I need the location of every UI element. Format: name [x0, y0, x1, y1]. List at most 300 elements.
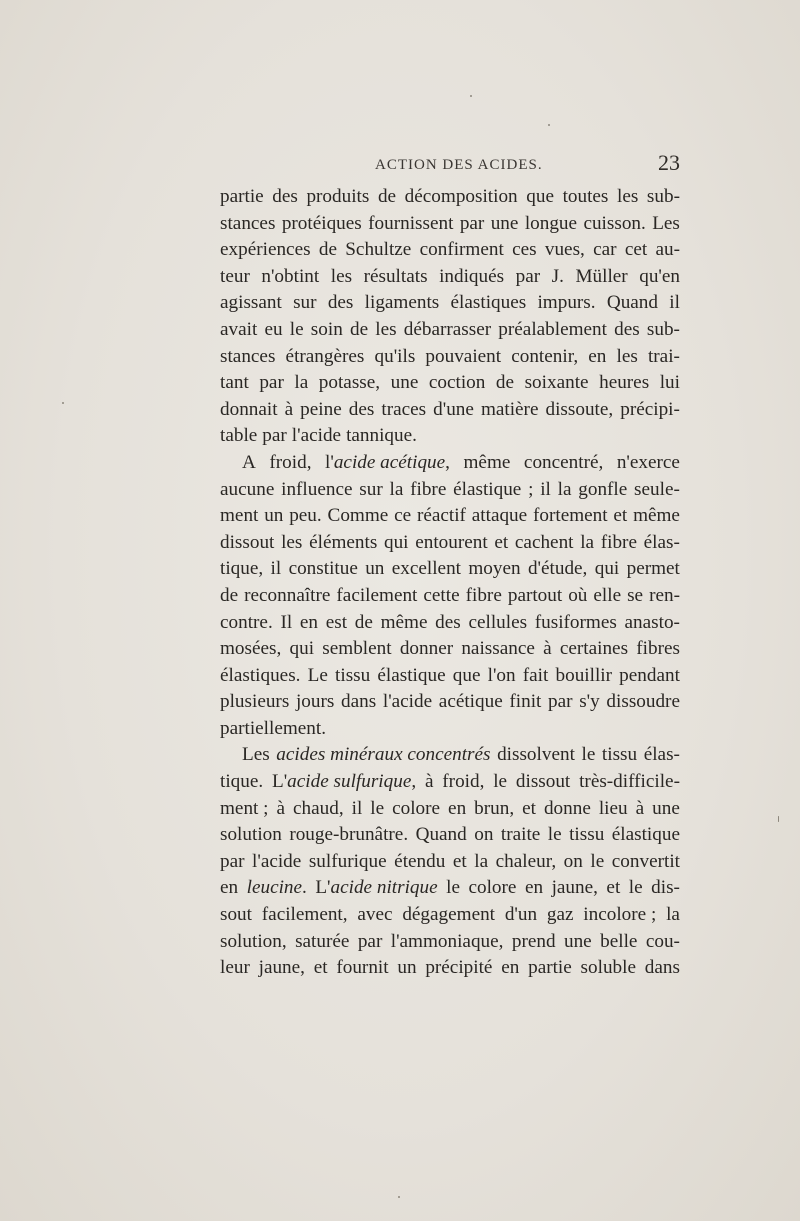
word-part: expériences — [220, 239, 311, 261]
word — [625, 237, 647, 264]
word — [220, 929, 287, 956]
word-part: soixante — [524, 372, 589, 394]
word-part: avec — [357, 904, 393, 926]
word-part: étendu — [394, 850, 446, 872]
word — [525, 875, 543, 902]
word — [420, 237, 504, 264]
word-part: débarrasser — [403, 318, 492, 340]
word-part: élastique — [453, 478, 522, 500]
word — [220, 822, 282, 849]
word-part: partie — [220, 186, 264, 207]
word-part: naissance — [461, 638, 535, 660]
text-line — [220, 769, 680, 796]
word — [365, 556, 384, 583]
word — [220, 769, 263, 796]
word-part: indiqués — [439, 265, 505, 287]
word-part: dégagement — [402, 904, 496, 926]
page-header — [220, 150, 680, 180]
word — [468, 556, 520, 583]
word — [264, 503, 283, 530]
word-part: même — [633, 505, 680, 527]
word — [259, 955, 305, 982]
text-line — [220, 344, 680, 371]
word-part: donnait — [220, 398, 278, 420]
word-part: anasto- — [624, 611, 680, 633]
word-part: qui — [594, 558, 620, 580]
word — [453, 849, 467, 876]
word — [636, 796, 645, 823]
word-part: à — [424, 771, 434, 793]
word-part: chaleur, — [495, 850, 557, 872]
word — [392, 556, 461, 583]
word-part: . — [302, 877, 307, 899]
word-part: tique, — [220, 558, 264, 580]
word-part: tissu — [601, 744, 638, 766]
word — [345, 237, 411, 264]
word-part: matière — [480, 398, 539, 420]
word-part: l' — [325, 451, 334, 473]
word — [511, 344, 578, 371]
word-part: il — [351, 797, 363, 819]
word — [620, 397, 680, 424]
word — [272, 184, 298, 211]
word-part: même — [463, 451, 511, 473]
word — [289, 556, 358, 583]
paper-speck — [470, 95, 472, 97]
word-part: car — [593, 239, 617, 261]
word-part: un — [365, 558, 385, 580]
word-part: solution, — [220, 930, 287, 952]
word — [220, 716, 326, 743]
text-line — [220, 450, 680, 477]
word-part: dissout — [220, 531, 275, 553]
word — [220, 211, 275, 238]
word — [357, 902, 392, 929]
paper-speck — [548, 124, 550, 126]
word — [525, 211, 577, 238]
word — [524, 450, 603, 477]
word — [614, 317, 640, 344]
word-part: aucune — [220, 478, 275, 500]
word-part: des — [614, 318, 640, 340]
word-part: tant — [220, 372, 249, 394]
word-part: un — [397, 957, 417, 979]
word — [220, 264, 250, 291]
word — [464, 450, 511, 477]
word-part: belle — [600, 930, 638, 952]
word — [358, 929, 383, 956]
word-part: ment — [220, 505, 259, 527]
word-part: jaune, — [551, 877, 598, 899]
word-part: partiellement. — [220, 717, 327, 739]
word-part: potasse, — [318, 372, 381, 394]
word-part: gonfle — [578, 478, 628, 500]
text-line — [220, 370, 680, 397]
word-part: les — [281, 531, 303, 553]
word — [325, 450, 450, 477]
word — [474, 796, 514, 823]
word-part: fibre — [465, 584, 502, 606]
word — [429, 370, 485, 397]
word — [272, 769, 416, 796]
word-part: fibres — [636, 638, 680, 660]
word-part: Les — [242, 744, 270, 766]
word-part: certaines — [559, 638, 629, 660]
word-part: une — [490, 212, 519, 234]
word-part: cachent — [514, 531, 574, 553]
word-part: partout — [507, 584, 563, 606]
word-part: que — [452, 664, 481, 686]
word — [558, 477, 572, 504]
word — [220, 663, 300, 690]
word — [220, 397, 278, 424]
word — [508, 583, 562, 610]
word — [220, 796, 269, 823]
word-part: jaune, — [258, 957, 305, 979]
word — [595, 556, 620, 583]
word-part: sur — [359, 478, 383, 500]
word — [264, 317, 282, 344]
text-line — [220, 397, 680, 424]
text-line — [220, 184, 680, 211]
word — [666, 902, 680, 929]
word — [564, 929, 592, 956]
word — [328, 290, 354, 317]
word — [306, 184, 369, 211]
word-part: il — [270, 558, 282, 580]
word — [392, 796, 440, 823]
word-part: toutes — [562, 186, 609, 207]
word — [352, 796, 363, 823]
word-part: élas- — [643, 744, 680, 766]
word — [269, 450, 311, 477]
word — [244, 583, 330, 610]
word — [593, 237, 616, 264]
word-part: par — [548, 691, 573, 713]
word — [581, 742, 595, 769]
word — [647, 184, 680, 211]
word-part: sulfurique — [308, 850, 387, 872]
word — [556, 663, 613, 690]
word — [600, 929, 637, 956]
word-part: fibre — [600, 531, 637, 553]
word-part: cuisson. — [583, 212, 646, 234]
text-line — [220, 875, 680, 902]
word — [606, 689, 680, 716]
word-part: la — [557, 478, 572, 500]
word-part: ment ; — [220, 797, 269, 819]
word — [578, 477, 627, 504]
word — [331, 264, 352, 291]
word — [512, 237, 537, 264]
word — [336, 955, 388, 982]
word — [293, 796, 344, 823]
word-part: Les — [652, 212, 680, 234]
word-part: par — [515, 265, 541, 287]
word — [593, 583, 621, 610]
word-part: réactif — [416, 505, 466, 527]
word — [294, 370, 308, 397]
word-part: d'une — [433, 398, 474, 420]
word — [545, 237, 585, 264]
word — [526, 184, 554, 211]
word-part: l'acide — [252, 850, 302, 872]
word-part: stances — [220, 345, 276, 367]
word — [220, 370, 249, 397]
word — [655, 237, 680, 264]
text-line — [220, 503, 680, 530]
word-part: en — [448, 797, 467, 819]
word — [252, 849, 301, 876]
word — [652, 211, 680, 238]
word-part: bouillir — [555, 664, 612, 686]
text-line — [220, 663, 680, 690]
word-part: il — [669, 292, 680, 314]
word-part: une — [390, 372, 419, 394]
word-part: leur — [220, 957, 250, 979]
word — [416, 822, 467, 849]
italic-term: acide nitrique — [330, 877, 438, 899]
word-part: sub- — [646, 318, 680, 340]
word-part: que — [526, 186, 554, 207]
word-part: dissoudre — [606, 691, 680, 713]
word — [300, 610, 318, 637]
word — [636, 636, 680, 663]
word-part: stances — [220, 212, 276, 234]
word — [262, 423, 287, 450]
word-part: ren- — [649, 584, 680, 606]
word-part: Le — [307, 664, 328, 686]
word — [375, 317, 396, 344]
paper-speck — [778, 816, 779, 822]
word-part: une — [563, 930, 592, 952]
word-part: des — [348, 398, 375, 420]
word-part: incolore ; — [583, 904, 657, 926]
word — [515, 530, 574, 557]
word-part: en — [588, 345, 607, 367]
word-part: l'acide — [291, 425, 342, 447]
word — [544, 796, 591, 823]
word — [660, 370, 680, 397]
word-part: dans — [341, 691, 377, 713]
page-number: 23 — [658, 150, 680, 175]
word — [509, 689, 541, 716]
word — [425, 955, 492, 982]
word-part: semblent — [322, 638, 392, 660]
word-part: chaud, — [293, 797, 344, 819]
word-part: élastique — [611, 824, 680, 846]
word-part: entourent — [415, 531, 488, 553]
word-part: fortement — [532, 505, 608, 527]
word-part: longue — [524, 212, 578, 234]
word-part: il — [540, 478, 551, 500]
word-part: préalablement — [498, 318, 607, 340]
word — [417, 503, 466, 530]
word — [289, 822, 408, 849]
word-part: agissant — [220, 292, 282, 314]
word-part: de — [349, 318, 369, 340]
word — [453, 663, 481, 690]
word — [552, 875, 598, 902]
word-part: permet — [626, 558, 680, 580]
word-part: traite — [500, 824, 541, 846]
word — [645, 955, 680, 982]
word — [271, 556, 282, 583]
word-part: élastique — [377, 664, 446, 686]
text-line — [220, 317, 680, 344]
word-part: tannique. — [346, 425, 417, 447]
word — [425, 344, 501, 371]
word-part: de — [495, 372, 515, 394]
text-line — [220, 610, 680, 637]
word — [540, 477, 551, 504]
word-part: pendant — [619, 664, 680, 686]
word-part: le — [493, 771, 508, 793]
word — [468, 610, 527, 637]
word-part: précipi- — [620, 398, 680, 420]
word-part: où — [568, 584, 588, 606]
word — [625, 610, 680, 637]
word — [220, 583, 238, 610]
word — [516, 264, 541, 291]
word — [474, 822, 493, 849]
word — [365, 290, 440, 317]
word — [547, 902, 574, 929]
word — [652, 796, 680, 823]
word-part: excellent — [391, 558, 461, 580]
word-part: tique. — [220, 771, 264, 793]
word-part: peine — [300, 398, 342, 420]
word — [439, 264, 504, 291]
word — [644, 530, 680, 557]
word-part: élastiques. — [220, 664, 301, 686]
word-part: la — [580, 531, 595, 553]
word — [281, 530, 302, 557]
word — [220, 556, 263, 583]
word-part: et — [522, 797, 536, 819]
word-part: , — [445, 451, 450, 473]
word — [410, 477, 446, 504]
word — [261, 264, 319, 291]
text-line — [220, 583, 680, 610]
word-part: gaz — [546, 904, 574, 926]
paper-speck — [62, 402, 64, 404]
word — [568, 583, 587, 610]
word-part: ce — [394, 505, 412, 527]
text-line — [220, 264, 680, 291]
word — [607, 290, 658, 317]
word — [375, 344, 416, 371]
word-part: facilement — [336, 584, 418, 606]
word-part: ; — [528, 478, 534, 500]
word — [378, 184, 396, 211]
word — [397, 955, 416, 982]
word — [220, 610, 273, 637]
word-part: avait — [220, 318, 258, 340]
word-part: lieu — [598, 797, 628, 819]
word — [590, 849, 604, 876]
word-part: cou- — [645, 930, 680, 952]
word — [579, 689, 600, 716]
word — [460, 211, 485, 238]
text-line — [220, 929, 680, 956]
word-part: se — [627, 584, 644, 606]
word-part: heures — [599, 372, 650, 394]
word — [322, 636, 391, 663]
word-part: prend — [511, 930, 556, 952]
word-part: des — [435, 611, 461, 633]
word-part: Müller — [575, 265, 628, 287]
word-part: rouge-brunâtre. — [289, 824, 409, 846]
word-part: les — [616, 345, 638, 367]
text-line — [220, 822, 680, 849]
word — [563, 184, 609, 211]
word-part: en — [220, 877, 239, 899]
word — [512, 929, 556, 956]
word — [646, 929, 680, 956]
word — [326, 610, 347, 637]
word — [606, 875, 620, 902]
word-part: eu — [264, 318, 283, 340]
word — [247, 875, 307, 902]
word-part: le — [446, 877, 460, 899]
word-part: le — [370, 797, 385, 819]
word — [564, 849, 583, 876]
word-part: sub- — [646, 186, 680, 207]
word — [647, 317, 680, 344]
word-part: résultats — [363, 265, 428, 287]
word — [290, 317, 304, 344]
word — [381, 397, 426, 424]
word-part: attaque — [471, 505, 528, 527]
word-part: trai- — [647, 345, 680, 367]
word — [617, 184, 638, 211]
text-line — [220, 530, 680, 557]
word-part: constitue — [288, 558, 358, 580]
word-part: une — [652, 797, 680, 819]
word-part: mosées, — [220, 638, 282, 660]
text-line — [220, 423, 680, 450]
word-part: au- — [655, 239, 680, 261]
word-part: contre. — [220, 611, 273, 633]
word — [505, 902, 537, 929]
word-part: l'ammoniaque, — [390, 930, 504, 952]
word — [309, 530, 377, 557]
word — [627, 583, 643, 610]
word — [472, 503, 527, 530]
word — [394, 503, 411, 530]
text-line — [220, 237, 680, 264]
word-part: éléments — [309, 531, 378, 553]
word-part: étrangères — [285, 345, 365, 367]
word — [402, 902, 495, 929]
word — [220, 290, 282, 317]
word-part: des — [327, 292, 354, 314]
word — [276, 796, 285, 823]
word-part: contenir, — [511, 345, 579, 367]
word — [311, 317, 343, 344]
word-part: L' — [271, 771, 288, 793]
word — [262, 902, 348, 929]
word — [612, 822, 680, 849]
word-part: qu'en — [639, 265, 680, 287]
word — [341, 689, 376, 716]
word-part: et — [494, 531, 509, 553]
word-part: Comme — [327, 505, 389, 527]
word — [496, 849, 557, 876]
word-part: vues, — [544, 239, 585, 261]
word — [494, 530, 508, 557]
